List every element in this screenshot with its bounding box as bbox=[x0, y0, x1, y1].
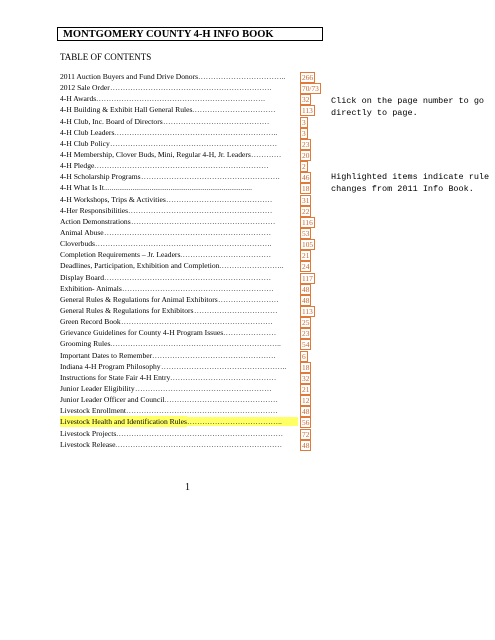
toc-leader-dots: …………………….. bbox=[219, 261, 284, 271]
toc-page-link[interactable]: 72 bbox=[302, 429, 310, 439]
toc-page-link[interactable]: 48 bbox=[302, 295, 310, 305]
toc-row bbox=[60, 316, 320, 327]
toc-page-link[interactable]: 105 bbox=[302, 240, 314, 250]
toc-page-link[interactable]: 113 bbox=[302, 306, 313, 316]
toc-row bbox=[60, 416, 320, 427]
toc-page-link[interactable]: 113 bbox=[302, 106, 313, 116]
toc-row bbox=[60, 383, 320, 394]
toc-row bbox=[60, 104, 320, 115]
toc-entry-label: Exhibition- Animals bbox=[60, 283, 122, 293]
toc-row bbox=[60, 372, 320, 383]
toc-row bbox=[60, 182, 320, 193]
toc-entry-label: Instructions for State Fair 4-H Entry bbox=[60, 372, 171, 382]
toc-page-link[interactable]: 53 bbox=[302, 228, 310, 238]
toc-entry-label: General Rules & Regulations for Exhibitors bbox=[60, 305, 194, 315]
toc-heading: TABLE OF CONTENTS bbox=[60, 52, 152, 62]
toc-row bbox=[60, 138, 320, 149]
toc-row bbox=[60, 405, 320, 416]
toc-row bbox=[60, 428, 320, 439]
toc-entry-label: 4-H What Is It bbox=[60, 183, 104, 193]
toc-leader-dots: ……………………………………………… bbox=[135, 383, 272, 393]
toc-entry-label: 2011 Auction Buyers and Fund Drive Donors bbox=[60, 72, 199, 81]
toc-page-link[interactable]: 23 bbox=[302, 329, 310, 339]
toc-leader-dots: …………………………………………………………… bbox=[94, 161, 269, 171]
toc-row bbox=[60, 194, 320, 205]
toc-page-link[interactable]: 117 bbox=[302, 273, 313, 283]
toc-row bbox=[60, 216, 320, 227]
toc-leader-dots: ……………………………………………………….. bbox=[114, 127, 278, 137]
toc-entry-label: Completion Requirements – Jr. Leaders bbox=[60, 250, 181, 260]
toc-leader-dots: …………………………………… bbox=[163, 116, 270, 126]
toc-row bbox=[60, 149, 320, 160]
toc-entry-label: 4-H Awards bbox=[60, 94, 97, 104]
toc-row bbox=[60, 160, 320, 171]
toc-leader-dots: ………………………………………………. bbox=[141, 172, 280, 182]
toc-entry-label: 4-H Club Leaders bbox=[60, 127, 115, 137]
toc-entry-label: Indiana 4-H Program Philosophy bbox=[60, 361, 161, 371]
toc-page-link[interactable]: 22 bbox=[302, 206, 310, 216]
toc-row bbox=[60, 93, 320, 104]
toc-page-link[interactable]: 32 bbox=[302, 373, 310, 383]
page-number: 1 bbox=[185, 482, 190, 493]
toc-leader-dots: ……………………………………… bbox=[164, 395, 278, 405]
toc-entry-label: Deadlines, Participation, Exhibition and Completion bbox=[60, 261, 220, 271]
toc-row bbox=[60, 361, 320, 372]
toc-row bbox=[60, 238, 320, 249]
toc-entry-label: Junior Leader Eligibility bbox=[60, 383, 135, 393]
toc-entry-label: 4-H Club Policy bbox=[60, 138, 110, 148]
toc-row bbox=[60, 327, 320, 338]
toc-row bbox=[60, 227, 320, 238]
toc-page-link[interactable]: 6 bbox=[300, 351, 308, 362]
toc-page-link[interactable]: 48 bbox=[302, 440, 310, 450]
toc-entry-label: 4-H Membership, Clover Buds, Mini, Regular 4-H, Jr. Leaders bbox=[60, 149, 251, 159]
toc-row bbox=[60, 338, 320, 349]
toc-entry-label: 4-H Building & Exhibit Hall General Rules bbox=[60, 105, 193, 115]
toc-row bbox=[60, 260, 320, 271]
toc-entry-label: 4-Her Responsibilities bbox=[60, 205, 129, 215]
toc-page-link[interactable]: 12 bbox=[302, 396, 310, 406]
toc-entry-label: Livestock Enrollment bbox=[60, 406, 127, 416]
toc-leader-dots: …………………………………………. bbox=[152, 350, 276, 360]
toc-row bbox=[60, 439, 320, 450]
toc-page-link[interactable]: 25 bbox=[302, 318, 310, 328]
toc-page-link[interactable]: 48 bbox=[302, 407, 310, 417]
toc-page-link[interactable]: 116 bbox=[302, 217, 313, 227]
toc-leader-dots: …………………………………………………… bbox=[121, 317, 273, 327]
toc-leader-dots: …………………………………… bbox=[170, 372, 277, 382]
toc-page-link[interactable]: 32 bbox=[302, 95, 310, 105]
toc-row bbox=[60, 294, 320, 305]
toc-leader-dots: .............................................................................. bbox=[104, 183, 253, 193]
toc-entry-label: Livestock Health and Identification Rules bbox=[60, 417, 187, 427]
toc-page-link[interactable]: 70/73 bbox=[302, 84, 319, 94]
toc-entry-label: Animal Abuse bbox=[60, 227, 104, 237]
toc-row bbox=[60, 71, 320, 82]
toc-page-link[interactable]: 20 bbox=[302, 150, 310, 160]
toc-entry-label: Livestock Release bbox=[60, 439, 116, 449]
toc-leader-dots: ……………………………… bbox=[180, 250, 272, 260]
toc-entry-label: 4-H Scholarship Programs bbox=[60, 172, 141, 182]
toc-row bbox=[60, 249, 320, 260]
toc-leader-dots: …………………………… bbox=[192, 105, 276, 115]
toc-row bbox=[60, 205, 320, 216]
toc-leader-dots: ………………………………………….. bbox=[161, 361, 287, 371]
toc-entry-label: 4-H Pledge bbox=[60, 161, 95, 171]
toc-leader-dots: ………………………………………………… bbox=[128, 205, 273, 215]
toc-entry-label: Junior Leader Officer and Council bbox=[60, 395, 165, 405]
toc-leader-dots: ………………………………………………… bbox=[131, 216, 276, 226]
toc-row bbox=[60, 272, 320, 283]
toc-page-link[interactable]: 21 bbox=[302, 251, 310, 261]
toc-leader-dots: …………………………… bbox=[194, 305, 278, 315]
toc-page-link[interactable]: 3 bbox=[300, 117, 308, 128]
toc-page-link[interactable]: 2 bbox=[300, 161, 308, 172]
toc-row bbox=[60, 127, 320, 138]
toc-leader-dots: …………………………………………………… bbox=[122, 283, 274, 293]
toc-leader-dots: ……………………………….. bbox=[187, 417, 282, 427]
toc-leader-dots: ………………………………………………………….. bbox=[110, 339, 281, 349]
toc-page-link[interactable]: 54 bbox=[302, 340, 310, 350]
toc-entry-label: Green Record Book bbox=[60, 317, 121, 327]
toc-page-link[interactable]: 31 bbox=[302, 195, 310, 205]
toc-leader-dots: ………… bbox=[251, 149, 282, 159]
toc-leader-dots: ………………………………………………………… bbox=[116, 428, 284, 438]
toc-page-link[interactable]: 46 bbox=[302, 173, 310, 183]
toc-entry-label: Action Demonstrations bbox=[60, 216, 131, 226]
toc-leader-dots: ………………………………………………………. bbox=[110, 83, 272, 93]
toc-entry-label: 4-H Workshops, Trips & Activities bbox=[60, 194, 166, 204]
toc-leader-dots: ………………………………………………………… bbox=[104, 272, 272, 282]
toc-entry-label: 2012 Sale Order bbox=[60, 83, 110, 93]
toc-page-link[interactable]: 266 bbox=[302, 73, 314, 82]
toc-page-link[interactable]: 48 bbox=[302, 284, 310, 294]
toc-row bbox=[60, 82, 320, 93]
toc-leader-dots: …………………………………… bbox=[166, 194, 273, 204]
toc-page-link[interactable]: 21 bbox=[302, 384, 310, 394]
toc-entry-label: Grievance Guidelines for County 4-H Program Issues bbox=[60, 328, 224, 338]
toc-row bbox=[60, 116, 320, 127]
toc-page-link[interactable]: 18 bbox=[302, 184, 310, 194]
note-highlighted-items: Highlighted items indicate rule changes from 2011 Info Book. bbox=[331, 172, 490, 194]
toc-entry-label: Important Dates to Remember bbox=[60, 350, 153, 360]
toc-page-link[interactable]: 24 bbox=[302, 262, 310, 272]
toc-row bbox=[60, 305, 320, 316]
toc-leader-dots: ………………………………………………………… bbox=[104, 227, 272, 237]
toc-row bbox=[60, 171, 320, 182]
table-of-contents bbox=[60, 71, 320, 450]
toc-page-link[interactable]: 56 bbox=[302, 418, 310, 428]
toc-page-link[interactable]: 3 bbox=[300, 128, 308, 139]
toc-entry-label: Livestock Projects bbox=[60, 428, 117, 438]
toc-leader-dots: ……………………………………………………………. bbox=[95, 239, 272, 249]
toc-entry-label: Cloverbuds bbox=[60, 239, 96, 249]
document-title: MONTGOMERY COUNTY 4-H INFO BOOK bbox=[57, 27, 323, 41]
toc-entry-label: Display Board bbox=[60, 272, 105, 282]
toc-row bbox=[60, 394, 320, 405]
toc-leader-dots: ………………………………………………………… bbox=[115, 439, 283, 449]
toc-row bbox=[60, 350, 320, 361]
toc-page-link[interactable]: 18 bbox=[302, 362, 310, 372]
toc-entry-label: 4-H Club, Inc. Board of Directors bbox=[60, 116, 163, 126]
toc-leader-dots: …………………………….. bbox=[198, 72, 286, 81]
toc-leader-dots: …………………………………………………… bbox=[126, 406, 278, 416]
toc-leader-dots: …………………………………………………………. bbox=[96, 94, 265, 104]
toc-leader-dots: ………………… bbox=[223, 328, 277, 338]
toc-leader-dots: …………………… bbox=[218, 294, 279, 304]
toc-entry-label: General Rules & Regulations for Animal Exhibitors bbox=[60, 294, 218, 304]
note-click-page-number: Click on the page number to go directly to page. bbox=[331, 96, 485, 118]
toc-page-link[interactable]: 23 bbox=[302, 139, 310, 149]
toc-entry-label: Grooming Rules bbox=[60, 339, 111, 349]
toc-leader-dots: ………………………………………………………… bbox=[110, 138, 278, 148]
toc-row bbox=[60, 283, 320, 294]
